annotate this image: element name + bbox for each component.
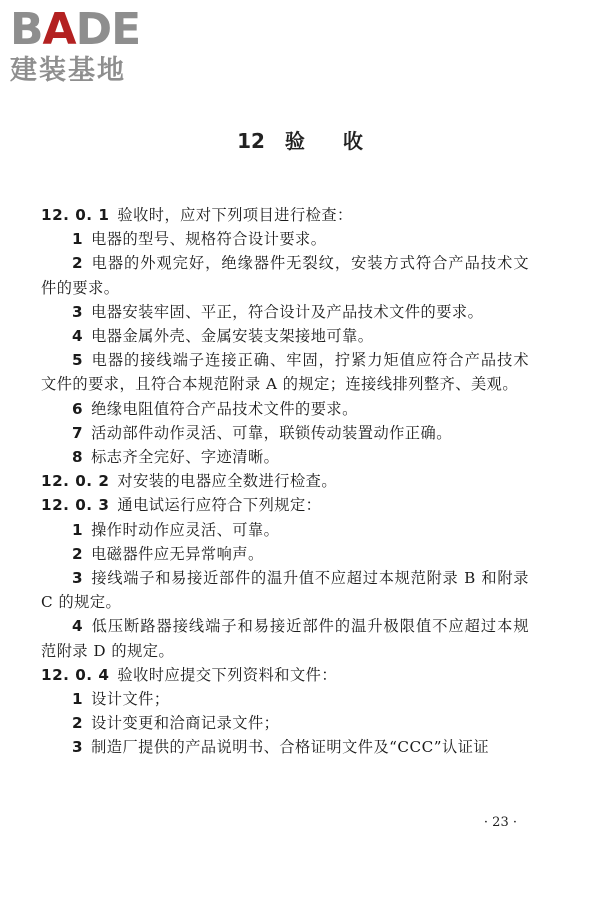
list-item (41, 348, 529, 396)
item-text: 制造厂提供的产品说明书、合格证明文件及“CCC”认证证 (91, 738, 490, 757)
item-text: 电器的外观完好，绝缘器件无裂纹，安装方式符合产品技术文件的要求。 (41, 254, 529, 297)
clause-text: 验收时应提交下列资料和文件： (117, 665, 338, 684)
clause-12-0-1 (41, 203, 529, 227)
item-text: 电器金属外壳、金属安装支架接地可靠。 (91, 327, 374, 346)
item-number: 1 (72, 690, 84, 709)
document-body (41, 203, 529, 760)
item-number: 6 (72, 399, 84, 418)
list-item (41, 300, 529, 324)
page-number: · 23 · (483, 815, 517, 830)
item-number: 2 (72, 544, 84, 563)
chapter-title-char-1: 验 (284, 129, 305, 153)
item-text: 低压断路器接线端子和易接近部件的温升极限值不应超过本规范附录 D 的规定。 (41, 617, 529, 660)
clause-text: 验收时，应对下列项目进行检查： (117, 206, 353, 224)
clause-12-0-3 (41, 493, 529, 517)
clause-number: 12. 0. 1 (41, 206, 110, 224)
clause-number: 12. 0. 2 (41, 472, 110, 491)
clause-12-0-2 (41, 469, 529, 493)
item-text: 接线端子和易接近部件的温升值不应超过本规范附录 B 和附录 C 的规定。 (41, 569, 529, 612)
chapter-title-char-2: 收 (342, 129, 363, 153)
logo-subtitle: 建装基地 (10, 55, 126, 86)
clause-text: 对安装的电器应全数进行检查。 (117, 472, 338, 491)
clause-number: 12. 0. 3 (41, 496, 110, 515)
item-number: 3 (72, 569, 84, 588)
item-number: 1 (72, 520, 84, 539)
item-number: 7 (72, 423, 84, 442)
clause-number: 12. 0. 4 (41, 665, 110, 684)
list-item (41, 614, 529, 662)
item-number: 5 (72, 351, 84, 370)
list-item (41, 542, 529, 566)
item-number: 2 (72, 254, 84, 273)
list-item (41, 735, 529, 759)
item-text: 电器的接线端子连接正确、牢固，拧紧力矩值应符合产品技术文件的要求，且符合本规范附录 A 的规定；连接线排列整齐、美观。 (41, 351, 529, 394)
clause-12-0-4 (41, 663, 529, 687)
list-item (41, 518, 529, 542)
item-text: 电器安装牢固、平正，符合设计及产品技术文件的要求。 (91, 302, 484, 321)
item-text: 电器的型号、规格符合设计要求。 (91, 230, 327, 249)
list-item (41, 711, 529, 735)
item-number: 1 (72, 230, 84, 249)
item-number: 4 (72, 617, 84, 636)
chapter-number: 12 (237, 129, 265, 153)
item-text: 标志齐全完好、字迹清晰。 (91, 448, 280, 467)
list-item (41, 566, 529, 614)
item-text: 绝缘电阻值符合产品技术文件的要求。 (91, 399, 358, 418)
item-text: 设计变更和洽商记录文件； (91, 714, 280, 733)
item-text: 活动部件动作灵活、可靠，联锁传动装置动作正确。 (91, 423, 452, 442)
list-item (41, 324, 529, 348)
item-text: 操作时动作应灵活、可靠。 (91, 520, 280, 539)
item-text: 设计文件； (91, 690, 170, 709)
list-item (41, 251, 529, 299)
logo-wordmark: BADE (10, 4, 141, 55)
item-number: 3 (72, 738, 84, 757)
item-number: 8 (72, 448, 84, 467)
list-item (41, 227, 529, 251)
clause-text: 通电试运行应符合下列规定： (117, 496, 322, 515)
list-item (41, 445, 529, 469)
brand-logo (10, 6, 180, 86)
list-item (41, 397, 529, 421)
item-number: 4 (72, 327, 84, 346)
list-item (41, 687, 529, 711)
chapter-title (0, 127, 600, 155)
item-text: 电磁器件应无异常响声。 (91, 544, 264, 563)
list-item (41, 421, 529, 445)
item-number: 2 (72, 714, 84, 733)
item-number: 3 (72, 302, 84, 321)
